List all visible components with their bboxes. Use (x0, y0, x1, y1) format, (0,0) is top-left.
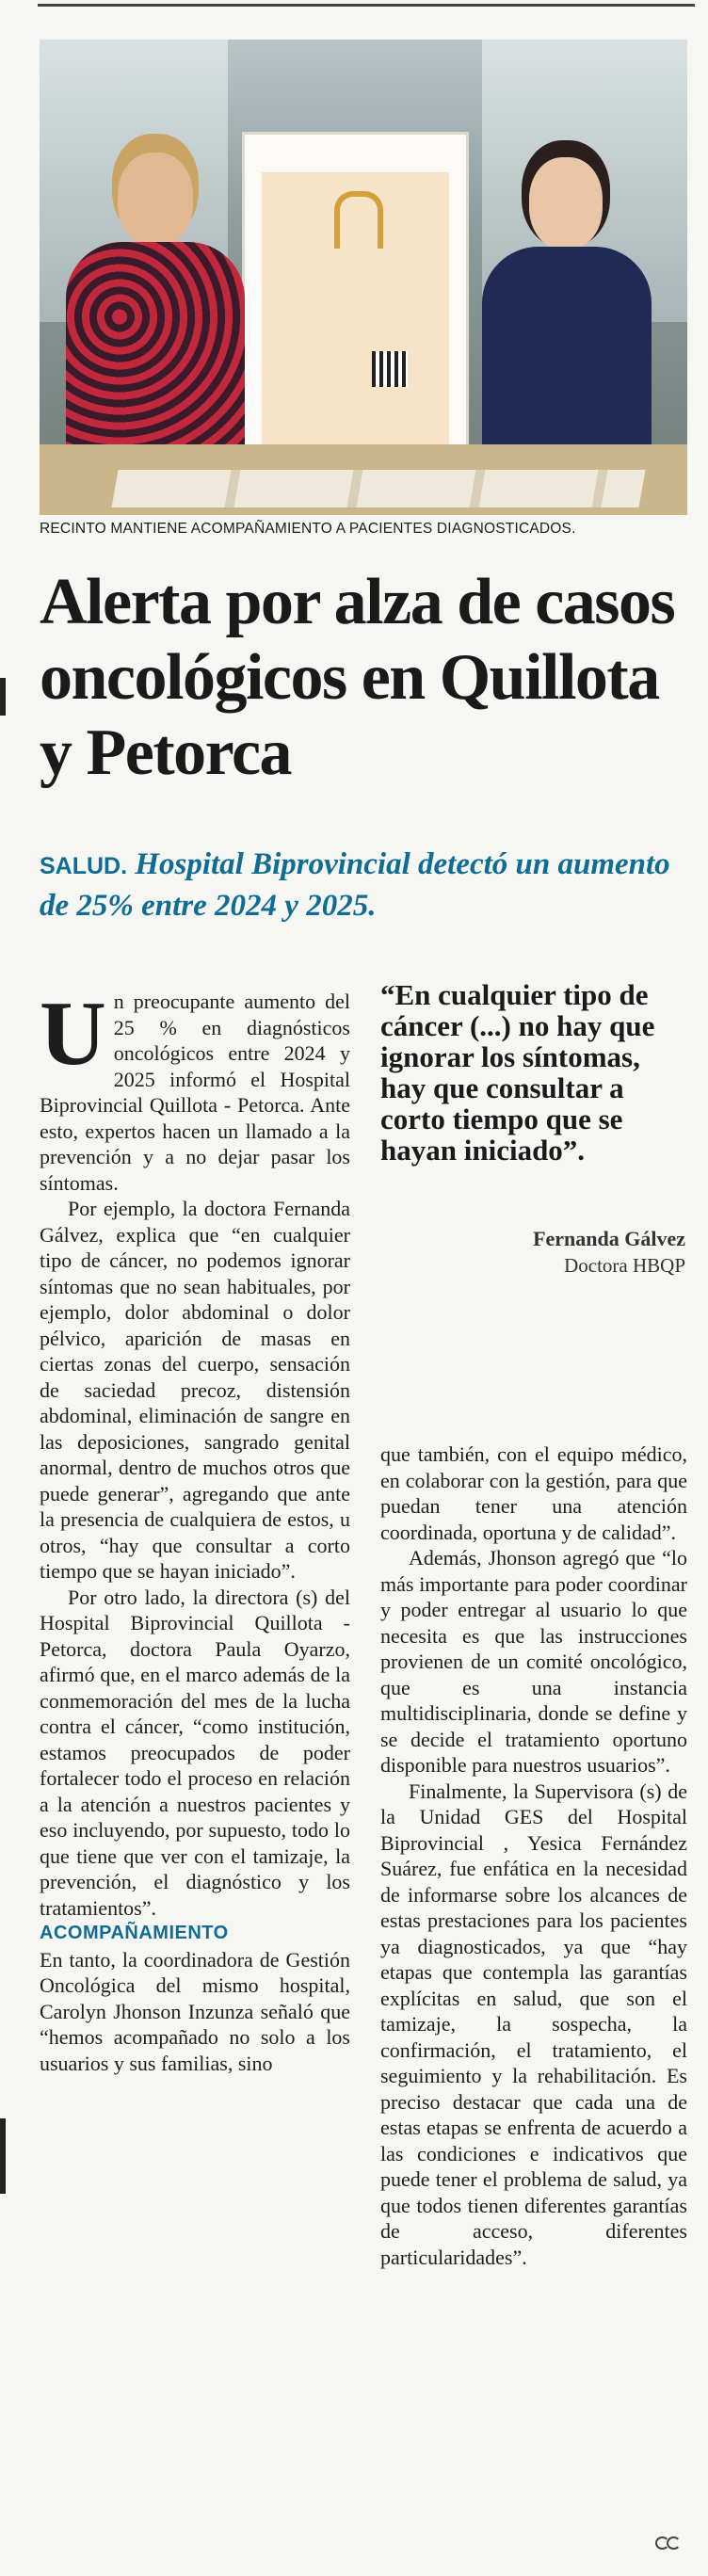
section-kicker: SALUD. (40, 853, 128, 879)
qr-code-icon (372, 351, 408, 387)
quote-role: Doctora HBQP (564, 1254, 685, 1277)
paragraph: Por ejemplo, la doctora Fernanda Gálvez, explica que “en cualquier tipo de cáncer, no podemos ignorar síntomas que no sean habituales, por ejemplo, dolor abdominal o dolor pélvico, aparición de masas en ciertas zonas del cuerpo, sensación de saciedad precoz, distensión abdominal, eliminación de sangre en las deposiciones, sangrado genital anormal, dentro de muchos otros que puede generar”, agregando que ante la presencia de cualquiera de estos, u otros, “hay que consultar a corto tiempo que se hayan iniciado”. (40, 1197, 350, 1583)
article-photo (40, 40, 687, 515)
paragraph: Finalmente, la Supervisora (s) de la Unidad GES del Hospital Biprovincial , Yesica Fernández Suárez, fue enfática en la necesidad de informarse sobre los alcances de estas prestaciones para los pacientes ya diagnosticados, ya que “hay etapas que contempla las garantías explícitas en salud, que son el tamizaje, la sospecha, la confirmación, el tratamiento, el seguimiento y la rehabilitación. Es preciso destacar que cada una de estas etapas se enfrenta de acuerdo a las condiciones e indicativos que puede tener el problema de salud, ya que todos tienen diferentes garantías de acceso, diferentes particularidades”. (380, 1779, 687, 2269)
top-rule (38, 4, 695, 7)
photo-banner (242, 132, 469, 495)
photo-person-right (482, 157, 652, 491)
paragraph: Por otro lado, la directora (s) del Hospital Biprovincial Quillota - Petorca, doctora Paula Oyarzo, afirmó que, en el marco además de la conmemoración del mes de la lucha contra el cáncer, “como institución, estamos preocupados de poder fortalecer todo el proceso en relación a la atención a nuestros pacientes y eso incluyendo, por supuesto, todo lo que tiene que ver con el tamizaje, la prevención, el diagnóstico y los tratamientos”. (40, 1585, 350, 1920)
subheading: ACOMPAÑAMIENTO (40, 1923, 229, 1943)
headline: Alerta por alza de casos oncológicos en Quillota y Petorca (40, 566, 675, 789)
photo-papers (111, 470, 645, 507)
paragraph: Un preocupante aumento del 25 % en diagnósticos oncológicos entre 2024 y 2025 informó el Hospital Biprovincial Quillota - Petorca. Ante esto, expertos hacen un llamado a la prevención y a no dejar pasar los síntomas. (40, 983, 350, 1195)
pull-quote: “En cualquier tipo de cáncer (...) no hay que ignorar los síntomas, hay que consultar a corto tiempo que se hayan iniciado”. (380, 978, 655, 1167)
photo-caption: RECINTO MANTIENE ACOMPAÑAMIENTO A PACIENTES DIAGNOSTICADOS. (40, 521, 576, 537)
drop-cap: U (40, 983, 106, 1085)
photo-person-left (66, 153, 245, 491)
ribbon-icon (334, 191, 383, 249)
end-of-article-icon (655, 2533, 684, 2550)
paragraph: En tanto, la coordinadora de Gestión Oncológica del mismo hospital, Carolyn Jhonson Inzunza señaló que “hemos acompañado no solo a los usuarios y sus familias, sino (40, 1947, 350, 2075)
deck-text: Hospital Biprovincial detectó un aumento de 25% entre 2024 y 2025. (40, 847, 670, 923)
paragraph: que también, con el equipo médico, en colaborar con la gestión, para que puedan tener una atención coordinada, oportuna y de calidad”. (380, 1442, 687, 1544)
article-column-2 (380, 1441, 687, 2270)
quote-author: Fernanda Gálvez (533, 1227, 685, 1250)
deck (40, 845, 689, 926)
margin-mark (0, 2118, 6, 2194)
margin-mark (0, 678, 6, 716)
article-column-1 (40, 983, 350, 2076)
paragraph: Además, Jhonson agregó que “lo más importante para poder coordinar y poder entregar al usuario lo que necesita es que las instrucciones provienen de un comité oncológico, que es una instancia multidisciplinaria, donde se define y se decide el tratamiento oportuno disponible para nuestros usuarios”. (380, 1546, 687, 1777)
